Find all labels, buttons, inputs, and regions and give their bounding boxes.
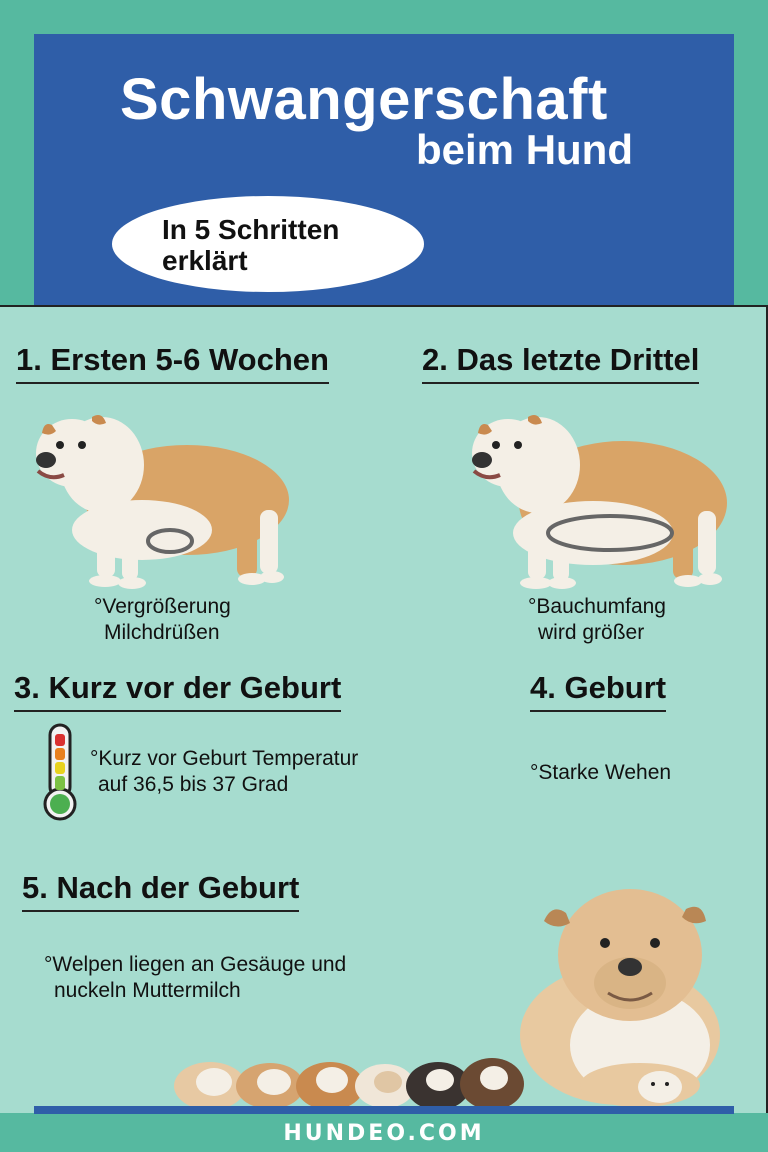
step-1-heading: 1. Ersten 5-6 Wochen (16, 342, 329, 384)
step-5-caption (44, 952, 346, 1004)
step-3-caption-line-1: °Kurz vor Geburt Temperatur (90, 747, 359, 770)
thermometer-icon (40, 722, 80, 822)
intro-line-1: In 5 Schritten (162, 214, 340, 245)
step-2-heading: 2. Das letzte Drittel (422, 342, 699, 384)
step-1-caption-line-2: Milchdrüßen (104, 621, 220, 644)
step-2-caption-line-1: °Bauchumfang (528, 595, 666, 618)
step-1-caption-line-1: °Vergrößerung (94, 595, 231, 618)
puppies-illustration (170, 1042, 530, 1112)
step-2-caption-line-2: wird größer (538, 621, 645, 644)
step-3-heading: 3. Kurz vor der Geburt (14, 670, 341, 712)
step-4-caption-line-1: °Starke Wehen (530, 761, 672, 784)
step-1-caption (94, 594, 231, 646)
step-5-caption-line-1: °Welpen liegen an Gesäuge und (44, 953, 347, 976)
bottom-bar (34, 1106, 734, 1114)
intro-badge-text (162, 214, 402, 276)
step-4-caption (530, 760, 671, 786)
step-4-heading: 4. Geburt (530, 670, 666, 712)
step-3-caption-line-2: auf 36,5 bis 37 Grad (98, 773, 289, 796)
step-5-caption-line-2: nuckeln Muttermilch (54, 979, 241, 1002)
page-title: Schwangerschaft (120, 67, 608, 132)
bulldog-illustration (22, 405, 292, 595)
bulldog-illustration (458, 405, 728, 595)
bulldog-illustration (510, 885, 730, 1110)
intro-line-2: erklärt (162, 245, 248, 276)
step-3-caption (90, 746, 358, 798)
footer-brand: HUNDEO.COM (283, 1121, 485, 1146)
step-2-caption (528, 594, 666, 646)
page-subtitle: beim Hund (416, 126, 633, 173)
header-banner (34, 34, 734, 306)
intro-badge (112, 196, 424, 292)
step-5-heading: 5. Nach der Geburt (22, 870, 299, 912)
